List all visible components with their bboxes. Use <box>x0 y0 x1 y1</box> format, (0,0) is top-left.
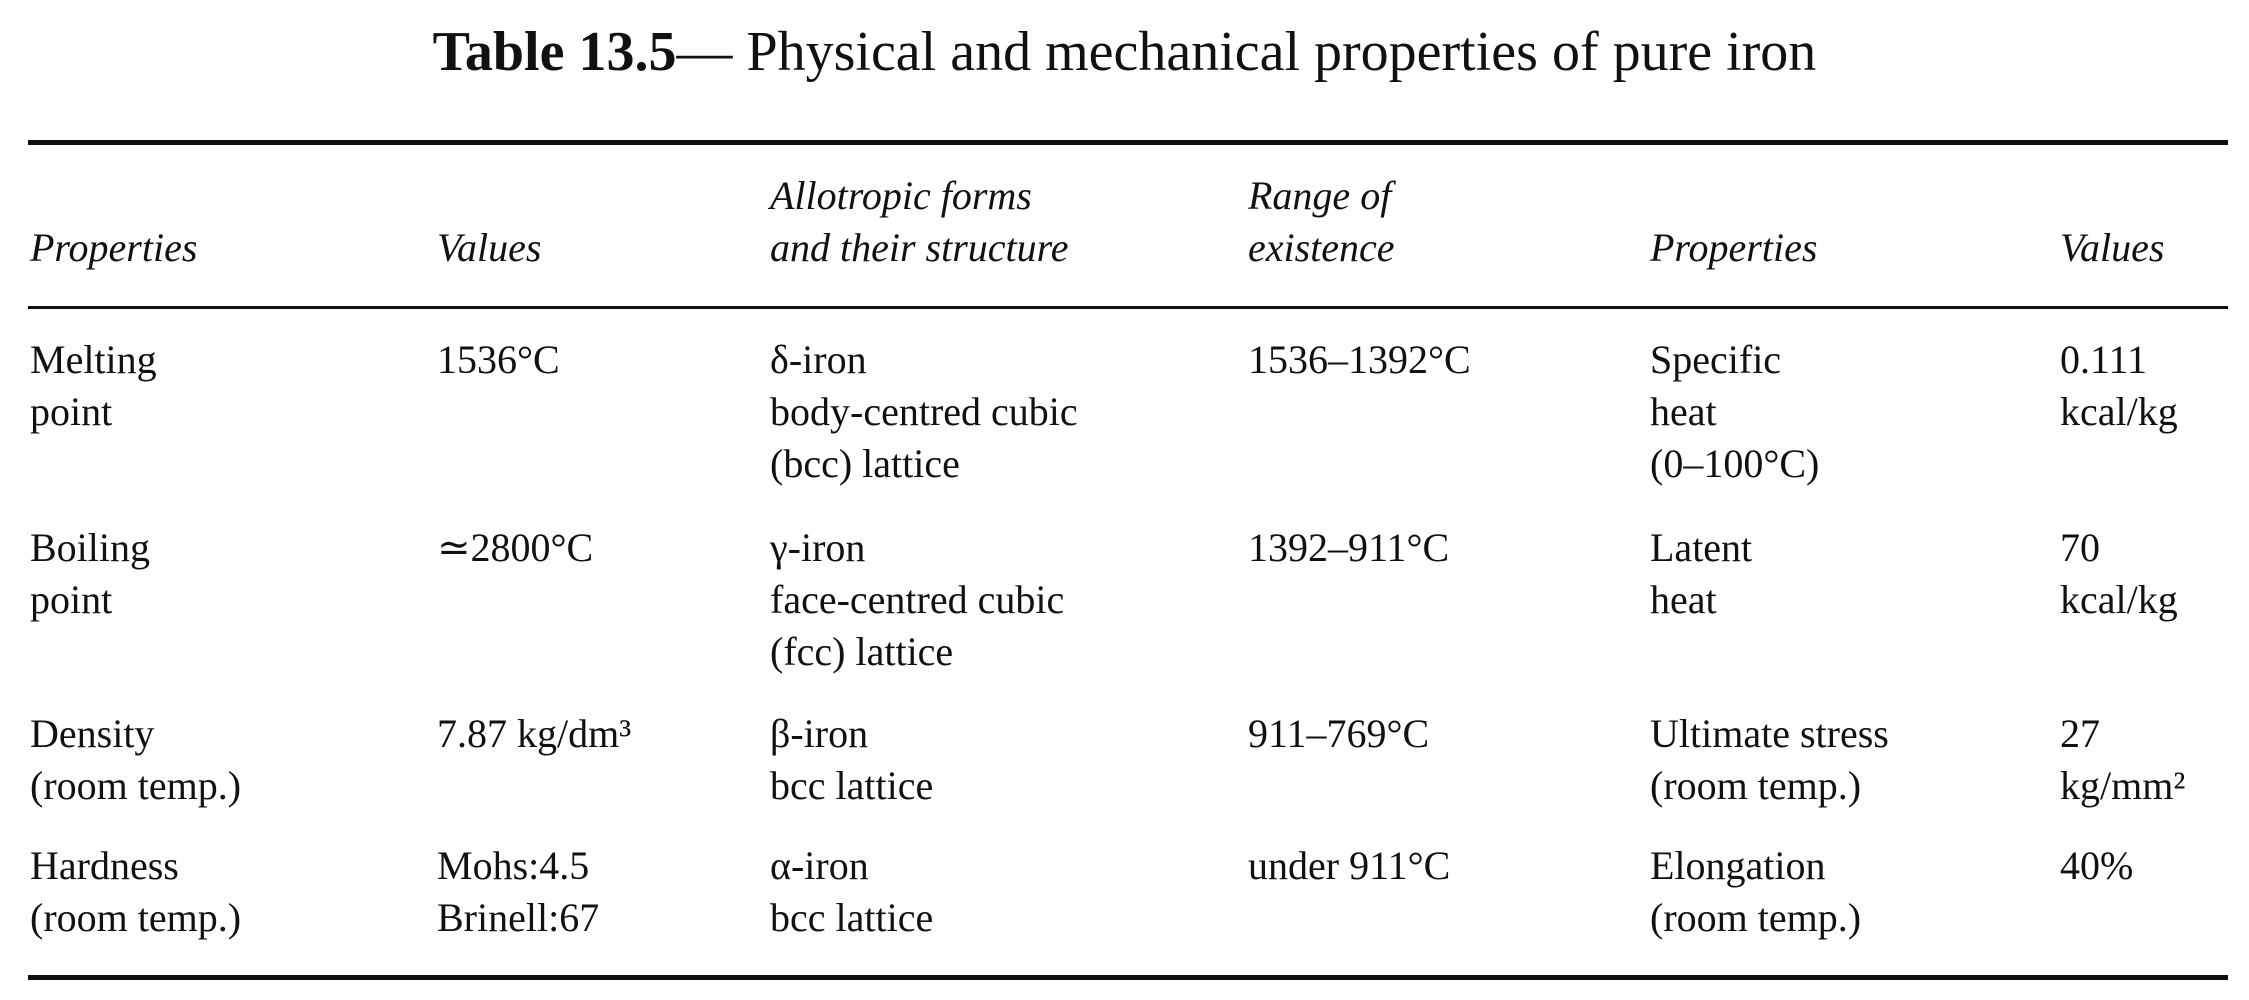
table-cell: 1392–911°C <box>1248 525 1450 570</box>
table-cell: 27 kg/mm² <box>2060 711 2186 808</box>
table-cell: δ-iron body-centred cubic (bcc) lattice <box>770 337 1078 486</box>
table-cell: ≃2800°C <box>437 525 594 570</box>
table-cell: 911–769°C <box>1248 711 1430 756</box>
table-cell: 70 kcal/kg <box>2060 525 2178 622</box>
table-cell: Specific heat (0–100°C) <box>1650 337 1820 486</box>
header-properties-2: Properties <box>1650 225 1818 270</box>
header-range-of-existence: Range of existence <box>1248 173 1395 270</box>
table-cell: β-iron bcc lattice <box>770 711 934 808</box>
header-values: Values <box>437 225 542 270</box>
table-cell: Hardness (room temp.) <box>30 843 242 940</box>
table-cell: Elongation (room temp.) <box>1650 843 1862 940</box>
table-cell: α-iron bcc lattice <box>770 843 934 940</box>
table-cell: Latent heat <box>1650 525 1753 622</box>
header-properties: Properties <box>30 225 198 270</box>
table-number: Table 13.5 <box>432 21 677 83</box>
table-cell: 40% <box>2060 843 2134 888</box>
table-cell: γ-iron face-centred cubic (fcc) lattice <box>770 525 1065 674</box>
bottom-rule <box>28 975 2228 980</box>
table-title: — Physical and mechanical properties of pure iron <box>676 21 1817 83</box>
table-cell: Melting point <box>30 337 157 434</box>
table-cell: 1536–1392°C <box>1248 337 1471 382</box>
table-cell: 7.87 kg/dm³ <box>437 711 632 756</box>
table-cell: 0.111 kcal/kg <box>2060 337 2178 434</box>
top-rule <box>28 140 2228 145</box>
table-cell: Density (room temp.) <box>30 711 242 808</box>
table-cell: Ultimate stress (room temp.) <box>1650 711 1889 808</box>
table-cell: 1536°C <box>437 337 560 382</box>
table-caption <box>0 12 2249 92</box>
table-cell: Mohs:4.5 Brinell:67 <box>437 843 600 940</box>
table-cell: Boiling point <box>30 525 151 622</box>
header-values-2: Values <box>2060 225 2165 270</box>
table-cell: under 911°C <box>1248 843 1451 888</box>
header-rule <box>28 306 2228 309</box>
header-allotropic-forms: Allotropic forms and their structure <box>770 173 1069 270</box>
